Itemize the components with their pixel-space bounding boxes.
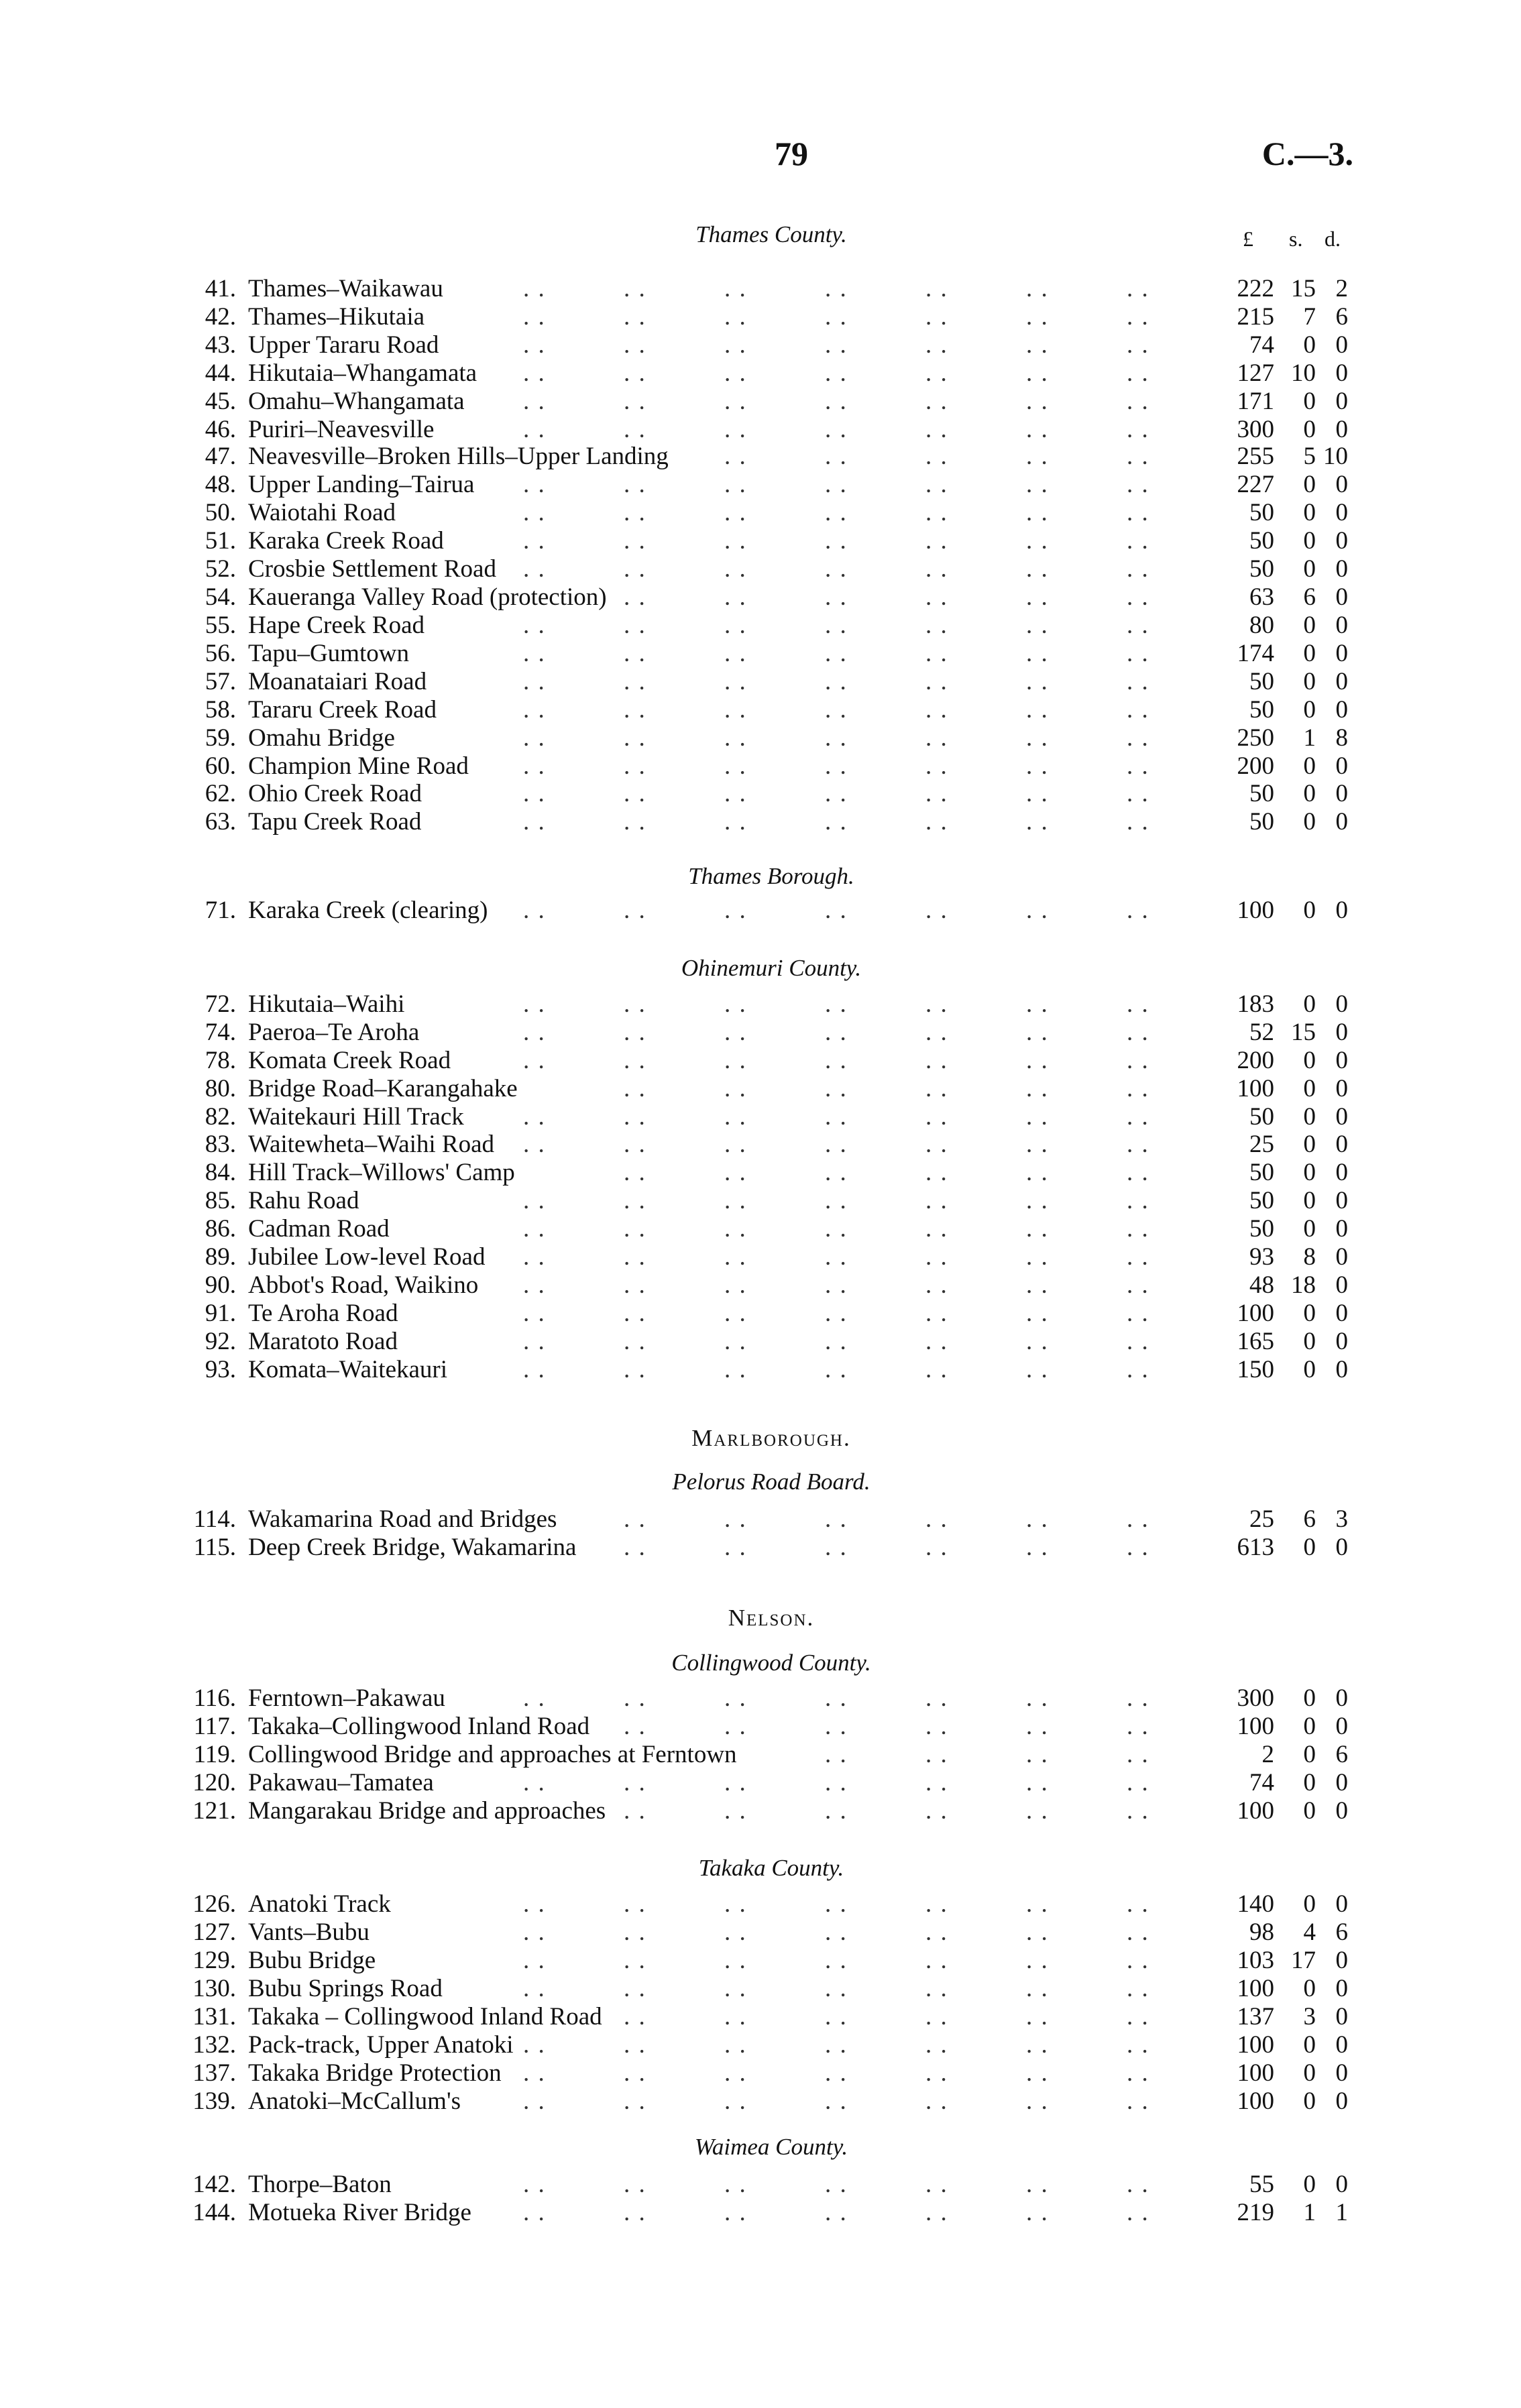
item-number: 119. [193,1741,236,1768]
item-name: Upper Landing–Tairua [248,471,475,498]
item-name: Kaueranga Valley Road (protection) [248,583,607,611]
item-name: Upper Tararu Road [248,331,439,359]
amount-shillings: 0 [1303,1075,1316,1102]
amount-pence: 0 [1335,1047,1348,1074]
item-number: 137. [192,2059,236,2087]
amount-pounds: 98 [1249,1918,1274,1946]
amount-shillings: 0 [1303,1741,1316,1768]
amount-pounds: 183 [1237,990,1274,1018]
item-number: 129. [192,1947,236,1974]
item-name: Pakawau–Tamatea [248,1769,434,1796]
amount-shillings: 3 [1303,2003,1316,2030]
item-number: 45. [205,388,236,415]
amount-pounds: 93 [1249,1243,1274,1271]
item-number: 115. [193,1534,236,1561]
item-name: Waitewheta–Waihi Road [248,1131,495,1158]
item-number: 127. [192,1918,236,1946]
amount-pounds: 48 [1249,1271,1274,1299]
amount-shillings: 0 [1303,471,1316,498]
item-name: Neavesville–Broken Hills–Upper Landing [248,443,669,470]
amount-pence: 0 [1335,359,1348,387]
amount-pounds: 50 [1249,696,1274,724]
amount-pounds: 63 [1249,583,1274,611]
item-number: 83. [205,1131,236,1158]
amount-pounds: 100 [1237,1300,1274,1327]
item-number: 54. [205,583,236,611]
item-number: 78. [205,1047,236,1074]
item-name: Abbot's Road, Waikino [248,1271,479,1299]
item-number: 63. [205,808,236,836]
amount-pounds: 300 [1237,416,1274,443]
amount-shillings: 0 [1303,1684,1316,1712]
item-name: Takaka–Collingwood Inland Road [248,1713,590,1740]
amount-pence: 8 [1335,724,1348,752]
amount-pence: 0 [1335,555,1348,583]
amount-shillings: 0 [1303,990,1316,1018]
item-number: 48. [205,471,236,498]
amount-pounds: 200 [1237,1047,1274,1074]
amount-pounds: 100 [1237,1713,1274,1740]
item-number: 93. [205,1356,236,1383]
item-name: Pack-track, Upper Anatoki [248,2031,514,2059]
amount-pounds: 50 [1249,527,1274,555]
section-heading-text: Collingwood County. [671,1650,871,1676]
section-heading-text: Waimea County. [694,2134,848,2160]
region-heading-text: Nelson. [728,1605,815,1631]
item-number: 71. [205,897,236,924]
amount-pence: 0 [1335,1159,1348,1186]
amount-pounds: 227 [1237,471,1274,498]
amount-pence: 0 [1335,1019,1348,1046]
amount-shillings: 0 [1303,1356,1316,1383]
amount-pounds: 50 [1249,555,1274,583]
amount-shillings: 1 [1303,2199,1316,2226]
amount-pounds: 222 [1237,275,1274,302]
amount-pence: 0 [1335,1684,1348,1712]
amount-shillings: 17 [1291,1947,1316,1974]
amount-shillings: 0 [1303,612,1316,639]
item-name: Ohio Creek Road [248,780,422,807]
item-number: 91. [205,1300,236,1327]
amount-pounds: 80 [1249,612,1274,639]
amount-shillings: 0 [1303,780,1316,807]
amount-pounds: 50 [1249,1215,1274,1243]
item-name: Hill Track–Willows' Camp [248,1159,515,1186]
amount-pence: 0 [1335,416,1348,443]
amount-shillings: 0 [1303,1713,1316,1740]
amount-pounds: 174 [1237,640,1274,667]
amount-shillings: 0 [1303,2087,1316,2115]
item-name: Rahu Road [248,1187,359,1214]
amount-pounds: 127 [1237,359,1274,387]
amount-shillings: 10 [1291,359,1316,387]
amount-shillings: 0 [1303,2031,1316,2059]
item-number: 50. [205,499,236,526]
item-name: Deep Creek Bridge, Wakamarina [248,1534,577,1561]
amount-pounds: 50 [1249,1159,1274,1186]
amount-shillings: 0 [1303,1131,1316,1158]
pounds-column-header: £ [1243,227,1253,251]
item-number: 74. [205,1019,236,1046]
amount-pence: 0 [1335,696,1348,724]
item-number: 86. [205,1215,236,1243]
amount-pence: 0 [1335,1947,1348,1974]
amount-shillings: 0 [1303,1534,1316,1561]
amount-pence: 0 [1335,583,1348,611]
item-number: 142. [192,2171,236,2198]
amount-pence: 0 [1335,331,1348,359]
amount-pence: 0 [1335,1890,1348,1918]
item-number: 120. [192,1769,236,1796]
item-name: Te Aroha Road [248,1300,398,1327]
amount-pence: 0 [1335,1356,1348,1383]
amount-pence: 0 [1335,1975,1348,2002]
item-number: 46. [205,416,236,443]
item-name: Paeroa–Te Aroha [248,1019,420,1046]
amount-pence: 0 [1335,1131,1348,1158]
amount-pence: 0 [1335,2059,1348,2087]
item-name: Puriri–Neavesville [248,416,435,443]
item-number: 62. [205,780,236,807]
item-number: 144. [192,2199,236,2226]
amount-shillings: 0 [1303,1300,1316,1327]
item-name: Champion Mine Road [248,752,469,780]
amount-shillings: 0 [1303,752,1316,780]
section-heading-text: Takaka County. [698,1855,844,1881]
amount-pounds: 100 [1237,1975,1274,2002]
item-number: 42. [205,303,236,331]
amount-pence: 0 [1335,780,1348,807]
amount-shillings: 0 [1303,1328,1316,1355]
amount-pounds: 25 [1249,1505,1274,1533]
amount-shillings: 0 [1303,808,1316,836]
amount-pounds: 100 [1237,1797,1274,1825]
amount-pence: 2 [1335,275,1348,302]
item-name: Omahu–Whangamata [248,388,465,415]
amount-pence: 0 [1335,1534,1348,1561]
amount-pence: 0 [1335,990,1348,1018]
amount-pounds: 50 [1249,780,1274,807]
item-name: Takaka Bridge Protection [248,2059,502,2087]
amount-shillings: 0 [1303,696,1316,724]
amount-shillings: 0 [1303,1159,1316,1186]
item-name: Motueka River Bridge [248,2199,471,2226]
item-name: Omahu Bridge [248,724,395,752]
item-number: 56. [205,640,236,667]
amount-pounds: 100 [1237,2059,1274,2087]
item-number: 60. [205,752,236,780]
item-name: Waiotahi Road [248,499,396,526]
amount-pounds: 219 [1237,2199,1274,2226]
amount-pence: 0 [1335,1300,1348,1327]
amount-pounds: 25 [1249,1131,1274,1158]
amount-pounds: 100 [1237,2031,1274,2059]
item-number: 139. [192,2087,236,2115]
item-name: Tapu Creek Road [248,808,422,836]
amount-pounds: 52 [1249,1019,1274,1046]
amount-pounds: 50 [1249,1187,1274,1214]
item-number: 92. [205,1328,236,1355]
amount-pounds: 150 [1237,1356,1274,1383]
amount-pounds: 74 [1249,1769,1274,1796]
amount-pence: 0 [1335,527,1348,555]
item-name: Tapu–Gumtown [248,640,409,667]
item-number: 57. [205,668,236,695]
amount-pounds: 613 [1237,1534,1274,1561]
item-number: 85. [205,1187,236,1214]
amount-shillings: 18 [1291,1271,1316,1299]
amount-pence: 0 [1335,668,1348,695]
amount-shillings: 0 [1303,1103,1316,1131]
item-number: 58. [205,696,236,724]
amount-pence: 6 [1335,1741,1348,1768]
amount-pence: 0 [1335,1271,1348,1299]
item-name: Thames–Hikutaia [248,303,425,331]
item-number: 130. [192,1975,236,2002]
amount-pounds: 137 [1237,2003,1274,2030]
document-page: 79 C.—3. £ s. d. Thames County. 41. Thames–Waikawau 222 15 2 . . . . . . . . . . . . . . 42. Thames–Hikutaia 215 7 6 . . . . . . . . . . . . . . 43. Upper Tararu Road 74 0 0 . . . . . . . . . . . . . . 44. Hikutaia–Whangamata 127 10 0 . . . . . . . . . . . . . . 45. Omahu–Whangamata 171 0 0 . . . . . . . . . . . . . . 46. Puriri–Neavesville 300 0 0 . . . . . . . . . . . . . . 47. Neavesville–Broken Hills–Upper Landing 255 5 10 . . . . . . . . . . 48. Upper Landing–Tairua 227 0 0 . . . . . . . . . . . . . . 50. Waiotahi Road 50 0 0 . . . . . . . . . . . . . . 51. Karaka Creek Road 50 0 0 . . . . . . . . . . . . . . 52. Crosbie Settlement Road 50 0 0 . . . . . . . . . . . . . . 54. Kaueranga Valley Road (protection) 63 6 0 . . . . . . . . . . . . 55. Hape Creek Road 80 0 0 . . . . . . . . . . . . . . 56. Tapu–Gumtown 174 0 0 . . . . . . . . . . . . . . 57. Moanataiari Road 50 0 0 . . . . . . . . . . . . . . 58. Tararu Creek Road 50 0 0 . . . . . . . . . . . . . . 59. Omahu Bridge 250 1 8 . . . . . . . . . . . . . . 60. Champion Mine Road 200 0 0 . . . . . . . . . . . . . . 62. Ohio Creek Road 50 0 0 . . . . . . . . . . . . . . 63. Tapu Creek Road 50 0 0 . . . . . . . . . . . . . . Thames Borough. 71. Karaka Creek (clearing) 100 0 0 . . . . . . . . . . . . . . Ohinemuri County. 72. Hikutaia–Waihi 183 0 0 . . . . . . . . . . . . . . 74. Paeroa–Te Aroha 52 15 0 . . . . . . . . . . . . . . 78. Komata Creek Road 200 0 0 . . . . . . . . . . . . . . 80. Bridge Road–Karangahake 100 0 0 . . . . . . . . . . . . 82. Waitekauri Hill Track 50 0 0 . . . . . . . . . . . . . . 83. Waitewheta–Waihi Road 25 0 0 . . . . . . . . . . . . . . 84. Hill Track–Willows' Camp 50 0 0 . . . . . . . . . . . . 85. Rahu Road 50 0 0 . . . . . . . . . . . . . . 86. Cadman Road 50 0 0 . . . . . . . . . . . . . . 89. Jubilee Low-level Road 93 8 0 . . . . . . . . . . . . . . 90. Abbot's Road, Waikino 48 18 0 . . . . . . . . . . . . . . 91. Te Aroha Road 100 0 0 . . . . . . . . . . . . . . 92. Maratoto Road 165 0 0 . . . . . . . . . . . . . . 93. Komata–Waitekauri 150 0 0 . . . . . . . . . . . . . . Marlborough. Pelorus Road Board. 114. Wakamarina Road and Bridges 25 6 3 . . . . . . . . . . . . 115. Deep Creek Bridge, Wakamarina 613 0 0 . . . . . . . . . . . . Nelson. Collingwood County. 116. Ferntown–Pakawau 300 0 0 . . . . . . . . . . . . . . 117. Takaka–Collingwood Inland Road 100 0 0 . . . . . . . . . . . . 119. Collingwood Bridge and approaches at Ferntown 2 0 6 . . . . . . . . 120. Pakawau–Tamatea 74 0 0 . . . . . . . . . . . . . . 121. Mangarakau Bridge and approaches 100 0 0 . . . . . . . . . . . . Takaka County. 126. Anatoki Track 140 0 0 . . . . . . . . . . . . . . 127. Vants–Bubu 98 4 6 . . . . . . . . . . . . . . 129. Bubu Bridge 103 17 0 . . . . . . . . . . . . . . 130. Bubu Springs Road 100 0 0 . . . . . . . . . . . . . . 131. Takaka – Collingwood Inland Road 137 3 0 . . . . . . . . . . . . 132. Pack-track, Upper Anatoki 100 0 0 . . . . . . . . . . . . . . 137. Takaka Bridge Protection 100 0 0 . . . . . . . . . . . . . . 139. Anatoki–McCallum's 100 0 0 . . . . . . . . . . . . . . Waimea County. 142. Thorpe–Baton 55 0 0 . . . . . . . . . . . . . . 144. Motueka River Bridge 219 1 1 . . . . . . . . . . . . . . [0,0,1521,2408]
region-heading-text: Marlborough. [691,1425,851,1451]
amount-pence: 0 [1335,808,1348,836]
amount-pounds: 103 [1237,1947,1274,1974]
amount-pounds: 171 [1237,388,1274,415]
amount-shillings: 15 [1291,275,1316,302]
amount-pence: 6 [1335,303,1348,331]
amount-pence: 0 [1335,2171,1348,2198]
amount-pence: 1 [1335,2199,1348,2226]
amount-pence: 0 [1335,1713,1348,1740]
amount-pounds: 50 [1249,668,1274,695]
item-name: Wakamarina Road and Bridges [248,1505,557,1533]
item-name: Moanataiari Road [248,668,427,695]
item-number: 132. [192,2031,236,2059]
amount-shillings: 0 [1303,499,1316,526]
item-number: 59. [205,724,236,752]
section-heading-text: Ohinemuri County. [681,955,862,981]
item-name: Karaka Creek Road [248,527,444,555]
item-number: 47. [205,443,236,470]
amount-pence: 0 [1335,612,1348,639]
item-number: 55. [205,612,236,639]
amount-pounds: 200 [1237,752,1274,780]
item-number: 52. [205,555,236,583]
section-heading-text: Pelorus Road Board. [672,1469,870,1495]
item-name: Maratoto Road [248,1328,398,1355]
amount-pence: 0 [1335,1075,1348,1102]
amount-shillings: 0 [1303,2059,1316,2087]
item-number: 72. [205,990,236,1018]
amount-pence: 0 [1335,1103,1348,1131]
page-number: 79 [775,135,808,172]
item-name: Karaka Creek (clearing) [248,897,488,924]
amount-pounds: 250 [1237,724,1274,752]
amount-pence: 0 [1335,1187,1348,1214]
item-name: Crosbie Settlement Road [248,555,496,583]
amount-shillings: 0 [1303,555,1316,583]
amount-shillings: 0 [1303,1890,1316,1918]
amount-pence: 0 [1335,2031,1348,2059]
item-name: Bubu Bridge [248,1947,376,1974]
item-number: 117. [193,1713,236,1740]
amount-pounds: 74 [1249,331,1274,359]
amount-shillings: 4 [1303,1918,1316,1946]
item-name: Tararu Creek Road [248,696,437,724]
amount-pounds: 100 [1237,2087,1274,2115]
amount-shillings: 6 [1303,583,1316,611]
amount-shillings: 0 [1303,1769,1316,1796]
item-name: Hikutaia–Whangamata [248,359,477,387]
amount-pounds: 100 [1237,1075,1274,1102]
item-number: 116. [193,1684,236,1712]
item-number: 126. [192,1890,236,1918]
item-name: Waitekauri Hill Track [248,1103,464,1131]
amount-pence: 6 [1335,1918,1348,1946]
amount-pence: 0 [1335,499,1348,526]
amount-shillings: 0 [1303,640,1316,667]
amount-shillings: 0 [1303,1047,1316,1074]
item-name: Komata Creek Road [248,1047,451,1074]
amount-shillings: 0 [1303,1215,1316,1243]
item-name: Thorpe–Baton [248,2171,392,2198]
section-heading-text: Thames County. [695,221,847,247]
item-name: Hikutaia–Waihi [248,990,405,1018]
amount-pence: 0 [1335,1215,1348,1243]
item-number: 131. [192,2003,236,2030]
amount-shillings: 7 [1303,303,1316,331]
item-number: 80. [205,1075,236,1102]
amount-pence: 0 [1335,640,1348,667]
amount-pence: 0 [1335,388,1348,415]
amount-shillings: 1 [1303,724,1316,752]
item-name: Vants–Bubu [248,1918,370,1946]
amount-pence: 0 [1335,1797,1348,1825]
amount-pounds: 300 [1237,1684,1274,1712]
amount-pounds: 215 [1237,303,1274,331]
amount-shillings: 0 [1303,668,1316,695]
item-name: Ferntown–Pakawau [248,1684,445,1712]
amount-pence: 0 [1335,897,1348,924]
item-name: Anatoki–McCallum's [248,2087,461,2115]
item-name: Thames–Waikawau [248,275,443,302]
amount-shillings: 6 [1303,1505,1316,1533]
amount-pence: 0 [1335,471,1348,498]
amount-shillings: 0 [1303,1797,1316,1825]
item-name: Bubu Springs Road [248,1975,443,2002]
item-number: 44. [205,359,236,387]
item-number: 41. [205,275,236,302]
amount-shillings: 0 [1303,527,1316,555]
item-name: Mangarakau Bridge and approaches [248,1797,606,1825]
amount-pounds: 255 [1237,443,1274,470]
amount-shillings: 0 [1303,416,1316,443]
item-number: 82. [205,1103,236,1131]
amount-pounds: 50 [1249,1103,1274,1131]
amount-shillings: 0 [1303,388,1316,415]
item-name: Anatoki Track [248,1890,391,1918]
amount-shillings: 15 [1291,1019,1316,1046]
amount-pounds: 2 [1261,1741,1274,1768]
item-number: 90. [205,1271,236,1299]
item-number: 114. [193,1505,236,1533]
item-number: 51. [205,527,236,555]
amount-pounds: 100 [1237,897,1274,924]
item-name: Hape Creek Road [248,612,425,639]
amount-pence: 0 [1335,1328,1348,1355]
shillings-column-header: s. [1289,227,1303,251]
amount-pounds: 55 [1249,2171,1274,2198]
amount-pounds: 50 [1249,808,1274,836]
item-name: Jubilee Low-level Road [248,1243,486,1271]
amount-pence: 0 [1335,2003,1348,2030]
document-reference: C.—3. [1261,135,1353,172]
amount-shillings: 0 [1303,1975,1316,2002]
amount-pence: 0 [1335,1769,1348,1796]
amount-pence: 0 [1335,2087,1348,2115]
item-name: Collingwood Bridge and approaches at Ferntown [248,1741,737,1768]
amount-shillings: 0 [1303,331,1316,359]
amount-pence: 0 [1335,752,1348,780]
amount-pounds: 140 [1237,1890,1274,1918]
section-heading-text: Thames Borough. [688,863,854,889]
item-number: 121. [192,1797,236,1825]
amount-pence: 10 [1323,443,1348,470]
amount-shillings: 8 [1303,1243,1316,1271]
amount-shillings: 0 [1303,2171,1316,2198]
item-name: Bridge Road–Karangahake [248,1075,518,1102]
item-name: Cadman Road [248,1215,390,1243]
amount-shillings: 0 [1303,1187,1316,1214]
pence-column-header: d. [1325,227,1341,251]
item-name: Takaka – Collingwood Inland Road [248,2003,602,2030]
amount-pence: 3 [1335,1505,1348,1533]
amount-shillings: 5 [1303,443,1316,470]
amount-pounds: 50 [1249,499,1274,526]
item-number: 89. [205,1243,236,1271]
item-number: 43. [205,331,236,359]
amount-pounds: 165 [1237,1328,1274,1355]
item-name: Komata–Waitekauri [248,1356,448,1383]
amount-pence: 0 [1335,1243,1348,1271]
amount-shillings: 0 [1303,897,1316,924]
item-number: 84. [205,1159,236,1186]
